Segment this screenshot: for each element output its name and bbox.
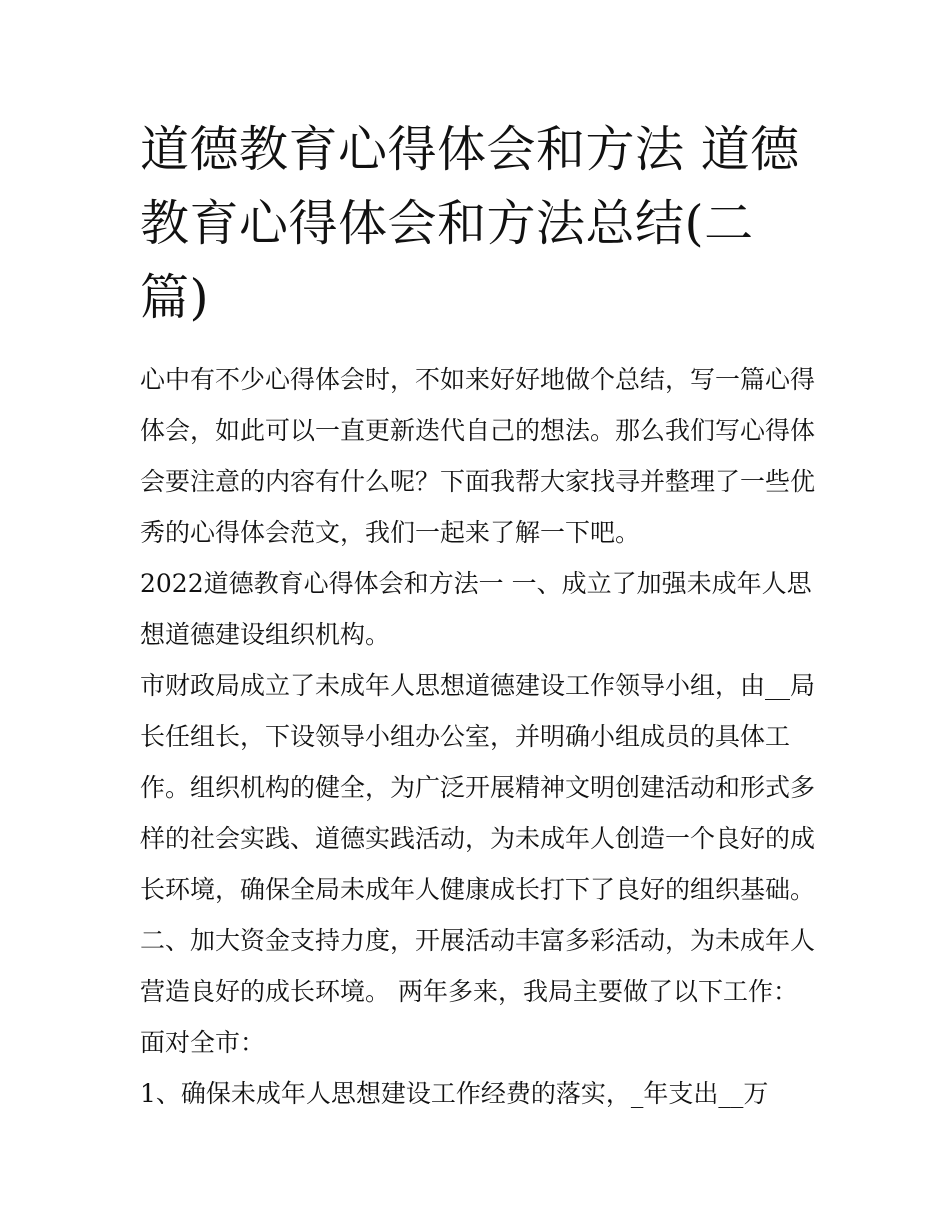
paragraph-leadership-group: 市财政局成立了未成年人思想道德建设工作领导小组，由__局长任组长，下设领导小组办公室，并明确小组成员的具体工作。组织机构的健全，为广泛开展精神文明创建活动和形式多样的社会实践、道德实践活动，为未成年人创造一个良好的成长环境，确保全局未成年人健康成长打下了良好的组织基础。 [140, 671, 816, 904]
paragraph-section-one: 2022道德教育心得体会和方法一 一、成立了加强未成年人思想道德建设组织机构。 [140, 569, 812, 649]
document-title: 道德教育心得体会和方法 道德教育心得体会和方法总结(二篇) [140, 121, 800, 326]
paragraph-intro: 心中有不少心得体会时，不如来好好地做个总结，写一篇心得体会，如此可以一直更新迭代自己的想法。那么我们写心得体会要注意的内容有什么呢？下面我帮大家找寻并整理了一些优秀的心得体会范文，我们一起来了解一下吧。 [140, 365, 816, 547]
paragraph-section-two: 二、加大资金支持力度，开展活动丰富多彩活动，为未成年人营造良好的成长环境。 两年多来，我局主要做了以下工作： [140, 926, 816, 1006]
paragraph-item-one: 1、确保未成年人思想建设工作经费的落实，_年支出__万 [140, 1079, 769, 1108]
document-body [140, 354, 820, 1119]
paragraph-citywide: 面对全市： [140, 1028, 266, 1057]
